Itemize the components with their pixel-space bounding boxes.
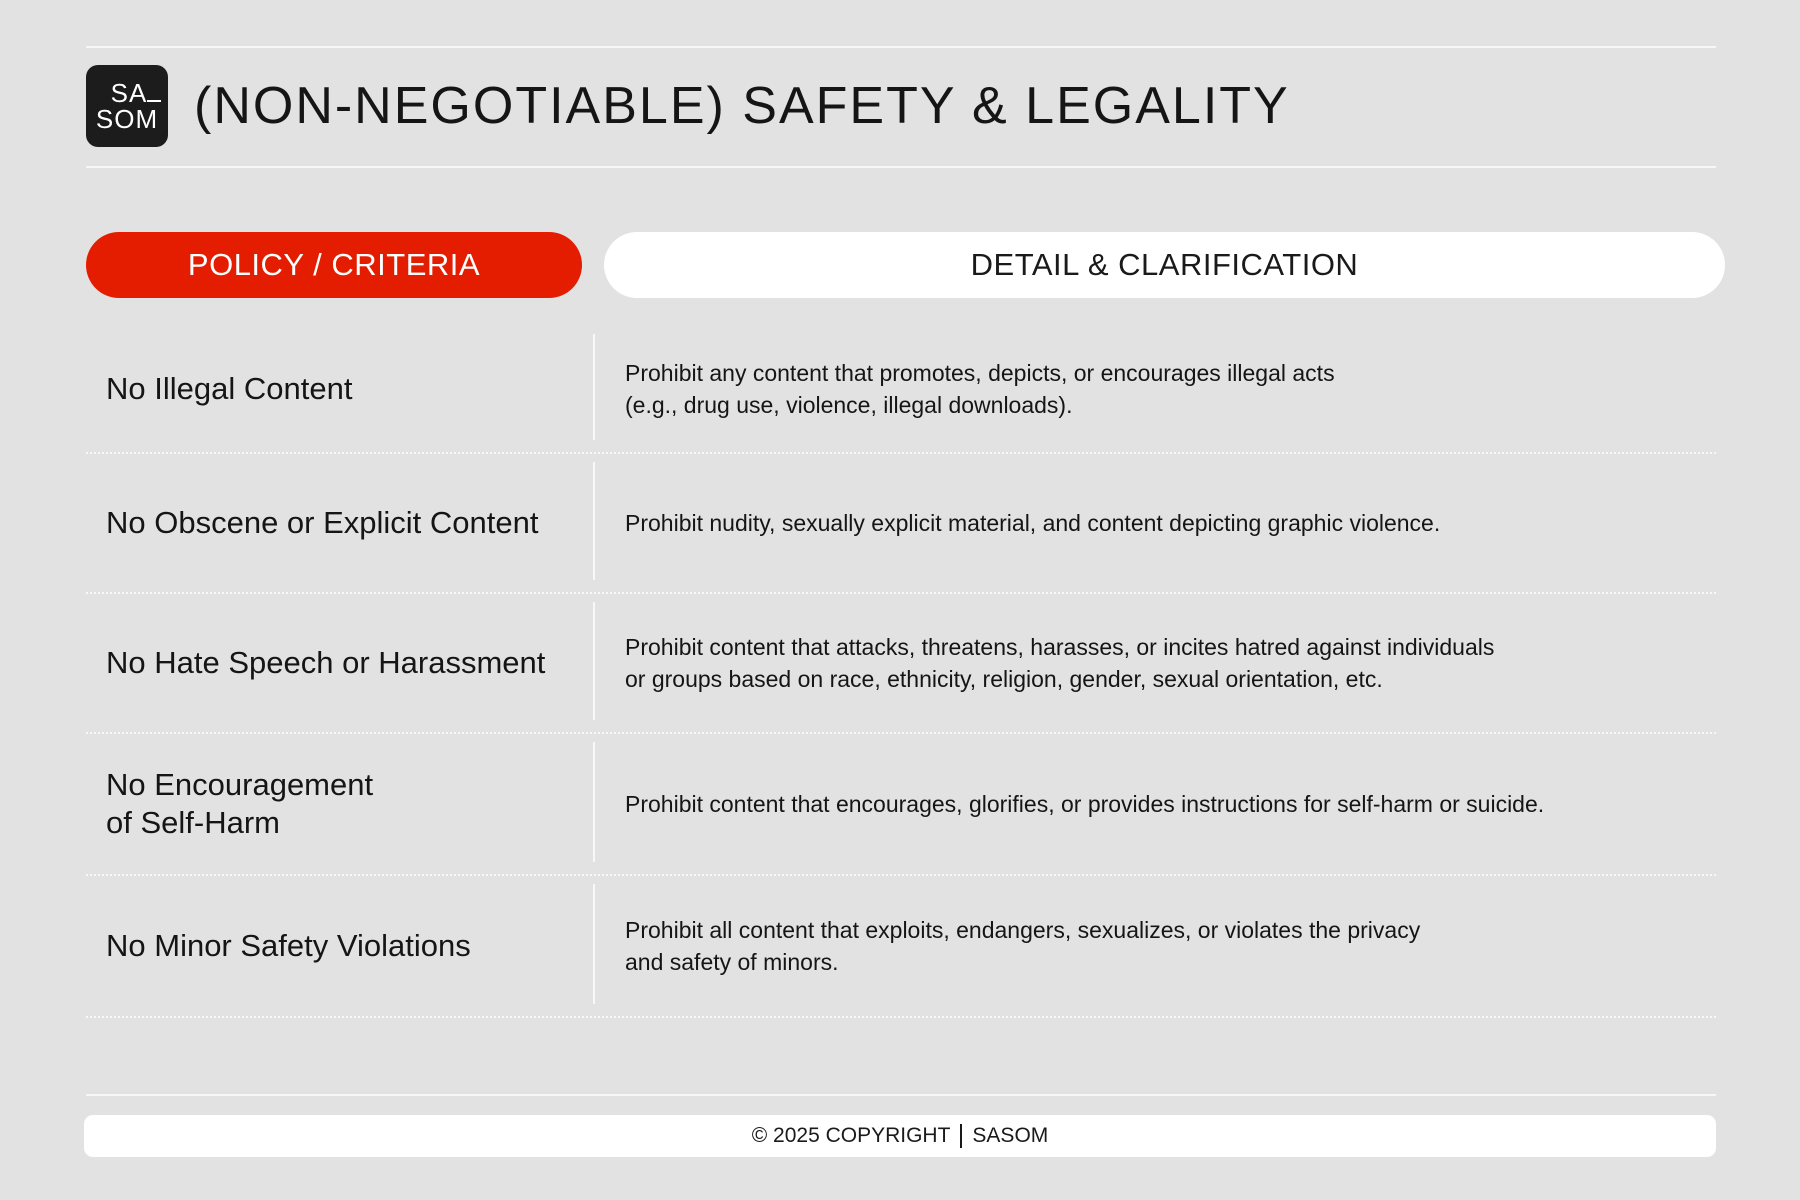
table-row — [86, 594, 1716, 734]
criteria-line: No Minor Safety Violations — [106, 928, 471, 963]
criteria-cell — [86, 370, 594, 408]
detail-cell — [594, 631, 1494, 695]
criteria-cell — [86, 766, 594, 842]
detail-line: Prohibit content that attacks, threatens, harasses, or incites hatred against individuals — [625, 634, 1495, 660]
detail-line: Prohibit content that encourages, glorifies, or provides instructions for self-harm or suicide. — [625, 791, 1545, 817]
column-divider — [593, 334, 595, 440]
detail-clarification-header: DETAIL & CLARIFICATION — [604, 232, 1725, 298]
criteria-line: No Illegal Content — [106, 371, 353, 406]
header — [86, 65, 1290, 147]
detail-cell — [594, 788, 1544, 820]
top-rule — [86, 46, 1716, 48]
logo-line-1: SA — [110, 78, 148, 108]
footer-brand: SASOM — [972, 1124, 1049, 1147]
footer-bar — [84, 1115, 1716, 1157]
detail-line: Prohibit all content that exploits, endangers, sexualizes, or violates the privacy — [625, 917, 1421, 943]
detail-line: and safety of minors. — [625, 949, 839, 975]
criteria-cell — [86, 504, 594, 542]
detail-line: or groups based on race, ethnicity, religion, gender, sexual orientation, etc. — [625, 666, 1383, 692]
column-divider — [593, 742, 595, 862]
criteria-line: No Encouragement — [106, 767, 374, 802]
table-row — [86, 454, 1716, 594]
footer-separator — [960, 1124, 962, 1148]
criteria-line: No Hate Speech or Harassment — [106, 645, 546, 680]
sasom-logo — [86, 65, 168, 147]
column-divider — [593, 602, 595, 720]
table-row — [86, 734, 1716, 876]
policy-table — [86, 326, 1716, 1018]
column-divider — [593, 884, 595, 1004]
criteria-line: of Self-Harm — [106, 805, 280, 840]
detail-cell — [594, 914, 1420, 978]
criteria-cell — [86, 927, 594, 965]
header-bottom-rule — [86, 166, 1716, 168]
detail-cell — [594, 507, 1440, 539]
detail-line: Prohibit any content that promotes, depicts, or encourages illegal acts — [625, 360, 1335, 386]
criteria-line: No Obscene or Explicit Content — [106, 505, 539, 540]
policy-criteria-header: POLICY / CRITERIA — [86, 232, 582, 298]
detail-line: (e.g., drug use, violence, illegal downloads). — [625, 392, 1073, 418]
page-title: (NON-NEGOTIABLE) SAFETY & LEGALITY — [194, 77, 1290, 135]
detail-line: Prohibit nudity, sexually explicit material, and content depicting graphic violence. — [625, 510, 1441, 536]
copyright-text: © 2025 COPYRIGHT — [751, 1124, 951, 1147]
column-divider — [593, 462, 595, 580]
footer-rule — [86, 1094, 1716, 1096]
logo-line-2: SOM — [95, 104, 159, 134]
detail-cell — [594, 357, 1335, 421]
table-row — [86, 326, 1716, 454]
table-row — [86, 876, 1716, 1018]
criteria-cell — [86, 644, 594, 682]
